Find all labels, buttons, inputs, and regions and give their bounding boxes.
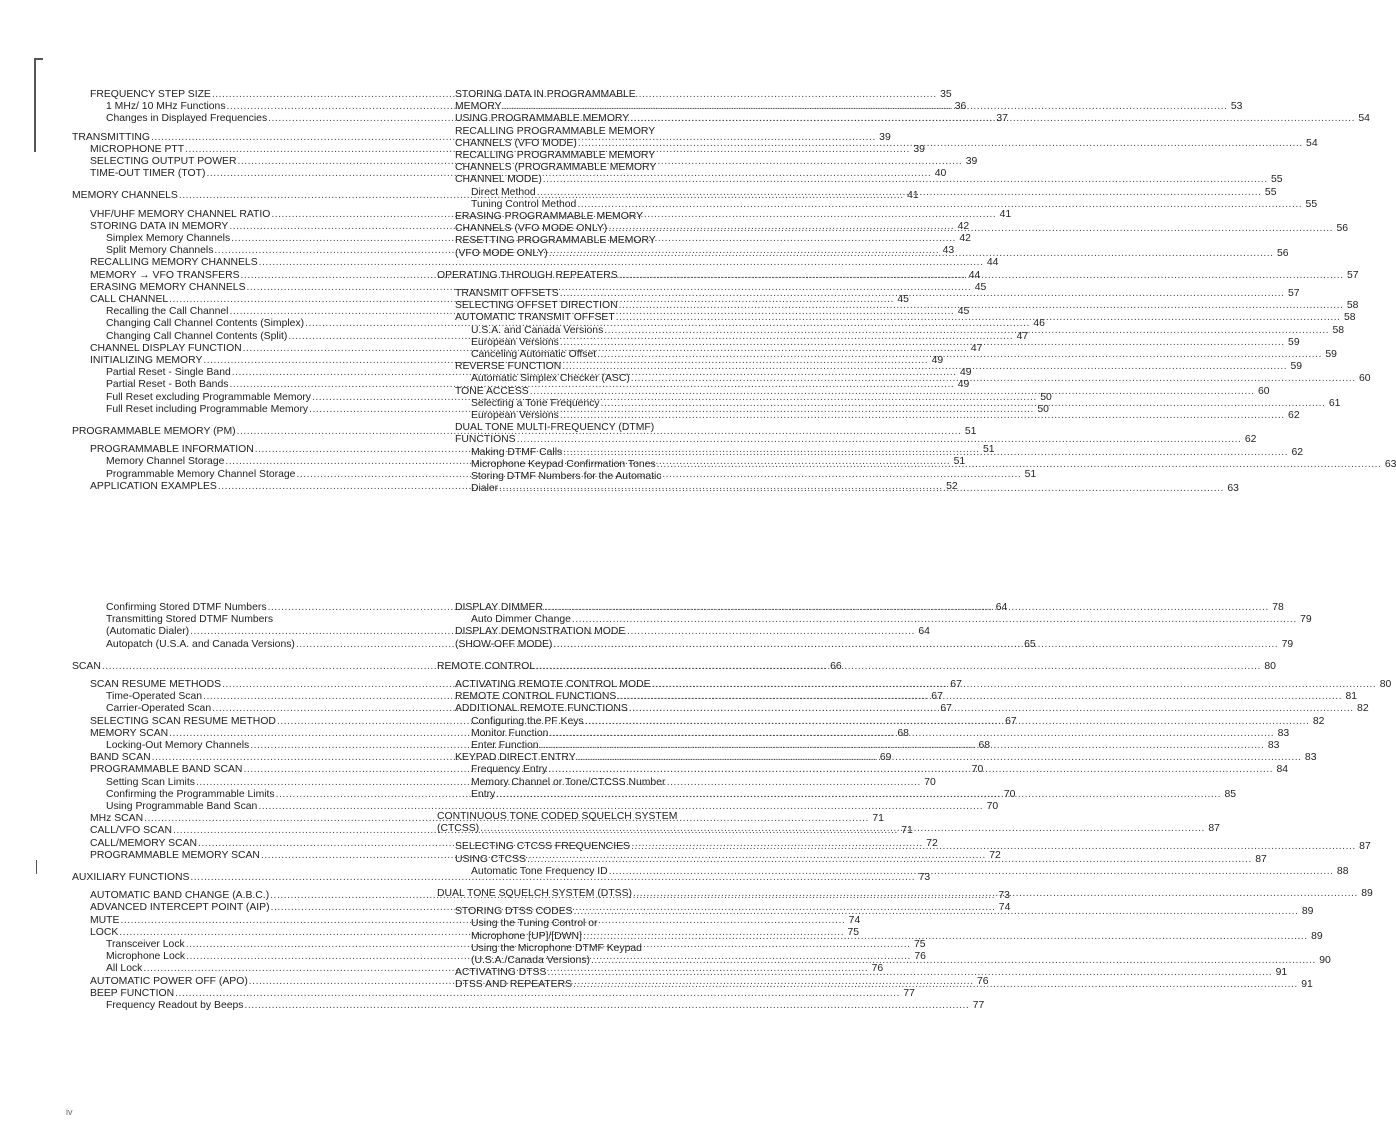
toc-entry-page: 45 <box>974 281 987 293</box>
dot-leader <box>574 906 1299 918</box>
toc-entry-title: SCAN RESUME METHODS <box>90 679 222 691</box>
toc-entry-page: 53 <box>1230 101 1243 113</box>
toc-entry-title: ACTIVATING DTSS <box>455 967 547 979</box>
toc-entry-title: Dialer <box>471 483 499 495</box>
dot-leader <box>619 300 1344 312</box>
toc-entry-group <box>437 410 1300 422</box>
toc-entry <box>106 801 999 813</box>
dot-leader <box>549 728 1274 740</box>
toc-entry-page: 64 <box>995 602 1008 613</box>
dot-leader <box>544 602 1269 614</box>
toc-entry-page: 74 <box>848 914 861 926</box>
toc-entry-page: 84 <box>1276 764 1289 776</box>
toc-entry-title: Autopatch (U.S.A. and Canada Versions) <box>106 638 295 650</box>
toc-entry-page: 73 <box>918 872 931 884</box>
toc-entry-page: 88 <box>1336 865 1349 877</box>
toc-entry-page: 39 <box>913 143 925 155</box>
toc-entry-page: 47 <box>1016 330 1029 342</box>
toc-entry-title: FREQUENCY STEP SIZE <box>90 89 211 100</box>
toc-entry-title: ACTIVATING REMOTE CONTROL MODE <box>455 679 651 691</box>
toc-entry-page: 57 <box>1287 288 1300 300</box>
dot-leader <box>597 349 1322 361</box>
dot-leader <box>503 101 1228 113</box>
dot-leader <box>652 679 1377 691</box>
dot-leader <box>536 661 1261 673</box>
toc-entry-title: Confirming Stored DTMF Numbers <box>106 602 267 613</box>
toc-entry-title: BAND SCAN <box>90 752 151 764</box>
toc-entry-page: 80 <box>1264 660 1276 672</box>
dot-leader <box>577 752 1302 764</box>
toc-entry-page: 82 <box>1357 703 1369 715</box>
dot-leader <box>619 270 1344 282</box>
toc-entry-title: Tuning Control Method <box>471 198 577 210</box>
toc-entry-page: 62 <box>1244 434 1257 446</box>
dot-leader <box>517 434 1242 446</box>
toc-entry-title-line: Using the Tuning Control or <box>471 918 598 930</box>
toc-entry-page: 85 <box>1224 788 1237 800</box>
toc-entry-page: 51 <box>1024 468 1037 480</box>
toc-entry-title: MEMORY CHANNELS <box>72 190 178 202</box>
toc-entry <box>471 410 1300 422</box>
toc-entry-title: Making DTMF Calls <box>471 446 563 458</box>
toc-entry-title-line: CONTINUOUS TONE CODED SQUELCH SYSTEM <box>437 811 678 823</box>
toc-entry-page: 36 <box>954 101 967 113</box>
toc-entry-title: ERASING MEMORY CHANNELS <box>90 281 246 293</box>
toc-entry-title: Split Memory Channels <box>106 245 214 257</box>
toc-entry-title: MUTE <box>90 914 120 926</box>
toc-entry-page: 59 <box>1290 361 1303 373</box>
toc-entry-page: 58 <box>1343 312 1356 324</box>
toc-entry-title: REMOTE CONTROL <box>437 660 536 672</box>
toc-entry-page: 56 <box>1276 247 1289 259</box>
toc-entry-page: 37 <box>996 113 1008 125</box>
toc-entry-title: Auto Dimmer Change <box>471 614 571 626</box>
toc-entry-title: BEEP FUNCTION <box>90 987 175 999</box>
toc-entry-page: 67 <box>940 703 952 715</box>
toc-entry-page: 83 <box>1277 727 1290 739</box>
toc-entry-title: Programmable Memory Channel Storage <box>106 468 296 480</box>
toc-entry-title: CHANNEL MODE) <box>455 174 542 186</box>
toc-entry-title: Changes in Displayed Frequencies <box>106 113 268 125</box>
dot-leader <box>562 361 1287 373</box>
toc-entry-page: 49 <box>931 355 944 367</box>
toc-entry-page: 54 <box>1358 113 1370 125</box>
toc-entry-page: 58 <box>1346 300 1359 312</box>
toc-entry-title: MEMORY SCAN <box>90 727 169 739</box>
toc-entry-title: PROGRAMMABLE INFORMATION <box>90 444 254 456</box>
dot-leader <box>601 398 1326 410</box>
dot-leader <box>496 789 1221 801</box>
toc-entry-title-line: Memory Channel or Tone/CTCSS Number <box>471 776 666 788</box>
toc-entry-page: 78 <box>1272 602 1284 613</box>
toc-entry-title: SELECTING CTCSS FREQUENCIES <box>455 841 630 853</box>
toc-entry-page: 67 <box>1005 715 1017 727</box>
toc-entry-group <box>72 872 931 884</box>
toc-entry-title: Changing Call Channel Contents (Simplex) <box>106 318 305 330</box>
toc-entry-page: 71 <box>901 825 913 837</box>
toc-entry-title: Canceling Automatic Offset <box>471 349 597 361</box>
toc-entry-page: 42 <box>957 220 970 232</box>
toc-entry-page: 41 <box>999 208 1012 220</box>
toc-entry-page: 61 <box>1328 397 1341 409</box>
toc-entry-title: REMOTE CONTROL FUNCTIONS <box>455 691 617 703</box>
dot-leader <box>553 639 1278 651</box>
toc-entry-title: KEYPAD DIRECT ENTRY <box>455 752 576 764</box>
toc-entry-page: 83 <box>1304 752 1317 764</box>
toc-entry-title: Microphone [UP]/[DWN] <box>471 930 582 942</box>
toc-entry-title: Locking-Out Memory Channels <box>106 740 250 752</box>
toc-entry-title-line: RESETTING PROGRAMMABLE MEMORY <box>455 235 656 247</box>
toc-entry-title-line: DUAL TONE MULTI-FREQUENCY (DTMF) <box>455 422 655 434</box>
toc-entry-title: STORING DTSS CODES <box>455 906 573 918</box>
toc-entry-title: (CTCSS) <box>437 823 480 835</box>
toc-entry-title: (SHOW-OFF MODE) <box>455 638 553 650</box>
dot-leader <box>549 248 1274 260</box>
toc-entry-page: 39 <box>965 156 978 168</box>
toc-entry-group <box>72 257 999 269</box>
toc-entry-title: CHANNEL DISPLAY FUNCTION <box>90 342 242 354</box>
toc-entry-page: 76 <box>871 963 884 975</box>
toc-entry-title: RECALLING MEMORY CHANNELS <box>90 257 258 269</box>
toc-entry-page: 45 <box>897 294 909 306</box>
toc-entry-page: 51 <box>953 456 966 468</box>
toc-entry-title: Recalling the Call Channel <box>106 306 229 318</box>
toc-entry-page: 73 <box>998 890 1010 902</box>
toc-entry-page: 49 <box>960 367 972 379</box>
toc-entry-title: All Lock <box>106 963 143 975</box>
dot-leader <box>577 199 1302 211</box>
toc-entry-title: DUAL TONE SQUELCH SYSTEM (DTSS) <box>437 888 632 900</box>
toc-entry-title: Direct Method <box>471 186 536 198</box>
dot-leader <box>633 888 1358 900</box>
toc-entry-page: 55 <box>1305 198 1318 210</box>
toc-entry-page: 35 <box>940 89 952 100</box>
toc-entry-title: European Versions <box>471 410 559 422</box>
toc-entry-title: CHANNELS (VFO MODE) <box>455 137 577 149</box>
binding-mark <box>36 860 37 874</box>
toc-entry-page: 44 <box>968 269 981 281</box>
toc-entry-title-line: RECALLING PROGRAMMABLE MEMORY <box>455 125 656 137</box>
dot-leader <box>585 716 1310 728</box>
toc-entry-title: ADDITIONAL REMOTE FUNCTIONS <box>455 703 628 715</box>
toc-entry <box>72 872 931 884</box>
toc-entry-page: 68 <box>897 727 909 739</box>
toc-entry-page: 75 <box>913 939 926 951</box>
toc-entry-page: 43 <box>942 245 955 257</box>
toc-entry-page: 45 <box>957 306 970 318</box>
toc-entry-title: APPLICATION EXAMPLES <box>90 480 217 492</box>
binding-mark <box>34 58 36 152</box>
toc-entry-page: 51 <box>964 426 977 438</box>
toc-entry-page: 79 <box>1300 614 1312 626</box>
toc-entry-title: Transceiver Lock <box>106 939 185 951</box>
toc-entry-title: European Versions <box>471 336 559 348</box>
toc-entry-title: CALL/MEMORY SCAN <box>90 837 198 849</box>
toc-entry-page: 49 <box>957 379 970 391</box>
toc-entry-title: MEMORY → VFO TRANSFERS <box>90 269 240 281</box>
toc-entry-title: Microphone Keypad Confirmation Tones <box>471 458 656 470</box>
dot-leader <box>609 866 1334 878</box>
toc-entry-title-line: DISPLAY DEMONSTRATION MODE <box>455 626 626 638</box>
toc-entry-page: 64 <box>918 626 930 638</box>
toc-entry-title: ADVANCED INTERCEPT POINT (AIP) <box>90 902 270 914</box>
toc-entry-title: SCAN <box>72 660 101 672</box>
toc-entry-title: AUXILIARY FUNCTIONS <box>72 872 190 884</box>
toc-entry-title-line: CHANNELS (PROGRAMMABLE MEMORY <box>455 162 657 174</box>
toc-entry-group <box>72 987 915 1000</box>
toc-entry-title: Microphone Lock <box>106 951 186 963</box>
toc-entry <box>90 257 999 269</box>
toc-entry-title: Partial Reset - Both Bands <box>106 379 229 391</box>
toc-entry-title: TRANSMITTING <box>72 131 150 143</box>
toc-entry-title: MICROPHONE PTT <box>90 143 185 155</box>
toc-entry-page: 83 <box>1267 740 1280 752</box>
dot-leader <box>631 841 1356 853</box>
toc-entry-page: 90 <box>1319 955 1331 967</box>
toc-entry-title: Time-Operated Scan <box>106 691 203 703</box>
toc-entry-page: 69 <box>879 752 892 764</box>
toc-entry-title: 1 MHz/ 10 MHz Functions <box>106 101 226 113</box>
toc-entry-title: AUTOMATIC TRANSMIT OFFSET <box>455 312 615 324</box>
toc-entry-page: 67 <box>931 691 943 703</box>
toc-entry-page: 87 <box>1359 841 1371 853</box>
toc-entry-title: STORING DATA IN MEMORY <box>90 220 229 232</box>
dot-leader <box>244 1000 969 1012</box>
toc-entry-page: 55 <box>1271 174 1283 186</box>
toc-entry-page: 70 <box>924 776 936 788</box>
toc-entry-title-line: RECALLING PROGRAMMABLE MEMORY <box>455 150 656 162</box>
dot-leader <box>630 113 1355 125</box>
dot-leader <box>657 459 1382 471</box>
toc-entry-page: 59 <box>1288 336 1300 348</box>
toc-entry-page: 41 <box>907 190 919 202</box>
dot-leader <box>591 955 1316 967</box>
toc-entry-title: TONE ACCESS <box>455 385 529 397</box>
toc-entry-title: INITIALIZING MEMORY <box>90 355 203 367</box>
toc-entry-group <box>72 801 999 813</box>
toc-entry-title: VHF/UHF MEMORY CHANNEL RATIO <box>90 208 271 220</box>
toc-entry-page: 77 <box>972 1000 985 1012</box>
toc-entry-title: Full Reset including Programmable Memory <box>106 403 309 415</box>
toc-entry-title: Frequency Entry <box>471 764 548 776</box>
toc-entry-page: 57 <box>1346 269 1359 281</box>
toc-entry-page: 89 <box>1301 906 1314 918</box>
toc-entry <box>106 1000 985 1012</box>
toc-entry-title: Configuring the PF Keys <box>471 715 584 727</box>
dot-leader <box>578 138 1303 150</box>
toc-entry-title: (Automatic Dialer) <box>106 626 190 638</box>
toc-entry-page: 60 <box>1359 373 1371 385</box>
toc-entry-title: AUTOMATIC BAND CHANGE (A.B.C.) <box>90 890 270 902</box>
toc-entry-page: 79 <box>1281 638 1294 650</box>
toc-entry-page: 70 <box>986 801 999 813</box>
dot-leader <box>631 373 1356 385</box>
dot-leader <box>617 691 1342 703</box>
dot-leader <box>572 614 1297 626</box>
toc-entry-page: 56 <box>1336 223 1349 235</box>
toc-entry-page: 46 <box>1033 318 1045 330</box>
toc-entry-title: Changing Call Channel Contents (Split) <box>106 330 288 342</box>
toc-entry-page: 62 <box>1291 446 1304 458</box>
toc-entry-page: 87 <box>1208 823 1220 835</box>
dot-leader <box>530 386 1255 398</box>
dot-leader <box>616 312 1341 324</box>
toc-entry-title: PROGRAMMABLE MEMORY SCAN <box>90 849 260 861</box>
toc-entry-page: 40 <box>934 168 947 180</box>
toc-entry-page: 50 <box>1040 391 1052 403</box>
toc-entry <box>471 198 1318 211</box>
toc-entry-page: 75 <box>847 926 860 938</box>
toc-entry-page: 87 <box>1255 853 1267 865</box>
toc-entry-group <box>437 614 1312 626</box>
toc-entry-title: Partial Reset - Single Band <box>106 367 231 379</box>
page-number: iv <box>66 1107 73 1117</box>
toc-entry-title: Using Programmable Band Scan <box>106 801 258 813</box>
dot-leader <box>548 764 1273 776</box>
toc-entry-group <box>72 1000 985 1012</box>
toc-entry-title: SELECTING OUTPUT POWER <box>90 156 237 168</box>
toc-entry-title: PROGRAMMABLE BAND SCAN <box>90 764 243 776</box>
toc-entry-page: 60 <box>1257 385 1270 397</box>
toc-entry-title: CHANNELS (VFO MODE ONLY) <box>455 223 608 235</box>
toc-entry-title: DTSS AND REPEATERS <box>455 979 573 991</box>
toc-entry-title: REVERSE FUNCTION <box>455 361 562 373</box>
toc-entry-page: 47 <box>970 342 983 354</box>
toc-entry-page: 68 <box>978 740 991 752</box>
toc-entry-title: TRANSMIT OFFSETS <box>455 288 559 300</box>
toc-entry-page: 44 <box>986 257 999 269</box>
binding-mark <box>34 58 43 60</box>
toc-entry-page: 65 <box>1024 638 1036 650</box>
toc-entry-page: 55 <box>1264 186 1277 198</box>
toc-entry <box>471 614 1312 626</box>
toc-entry-title: CALL/VFO SCAN <box>90 825 172 837</box>
toc-entry-page: 72 <box>926 837 938 849</box>
toc-entry-page: 58 <box>1332 324 1345 336</box>
toc-entry-page: 62 <box>1288 410 1300 422</box>
dot-leader <box>527 854 1252 866</box>
toc-entry-title: USING PROGRAMMABLE MEMORY <box>455 113 630 125</box>
dot-leader <box>537 187 1262 199</box>
toc-entry-page: 72 <box>989 849 1001 861</box>
dot-leader <box>540 740 1265 752</box>
toc-entry-title-line: ERASING PROGRAMMABLE MEMORY <box>455 211 644 223</box>
toc-entry-page: 63 <box>1384 458 1396 470</box>
toc-entry-page: 81 <box>1345 691 1358 703</box>
toc-entry-title: OPERATING THROUGH REPEATERS <box>437 269 618 281</box>
dot-leader <box>560 337 1285 349</box>
toc-entry-title: Automatic Simplex Checker (ASC) <box>471 373 630 385</box>
toc-entry-page: 66 <box>830 660 842 672</box>
toc-entry-title: Setting Scan Limits <box>106 776 195 788</box>
toc-entry-page: 51 <box>983 444 995 456</box>
toc-entry-title: (U.S.A./Canada Versions) <box>471 955 590 967</box>
toc-entry-title: Entry <box>471 788 496 800</box>
toc-entry-page: 71 <box>872 813 884 825</box>
toc-entry-page: 74 <box>998 902 1011 914</box>
toc-entry <box>90 987 915 1000</box>
dot-leader <box>563 447 1288 459</box>
toc-entry-page: 63 <box>1227 483 1239 495</box>
toc-entry-page: 70 <box>1003 788 1016 800</box>
toc-entry-title-line: STORING DATA IN PROGRAMMABLE <box>455 89 636 100</box>
toc-entry-page: 89 <box>1311 930 1323 942</box>
dot-leader <box>583 931 1308 943</box>
toc-entry-page: 91 <box>1301 979 1313 991</box>
dot-leader <box>480 823 1205 835</box>
dot-leader <box>573 979 1298 991</box>
dot-leader <box>604 325 1329 337</box>
toc-entry-title: Confirming the Programmable Limits <box>106 788 275 800</box>
toc-entry-page: 50 <box>1037 403 1049 415</box>
toc-entry-title: LOCK <box>90 926 119 938</box>
toc-entry-title: Monitor Function <box>471 727 549 739</box>
toc-entry-title: USING CTCSS <box>455 853 527 865</box>
toc-entry-title: SELECTING OFFSET DIRECTION <box>455 300 618 312</box>
toc-entry-title: (VFO MODE ONLY) <box>455 247 548 259</box>
toc-entry-title: Selecting a Tone Frequency <box>471 397 600 409</box>
toc-entry-title-line: Using the Microphone DTMF Keypad <box>471 942 642 954</box>
toc-entry-page: 76 <box>977 975 989 987</box>
toc-entry-title: Enter Function <box>471 740 539 752</box>
toc-entry-page: 82 <box>1312 715 1325 727</box>
dot-leader <box>608 220 1333 235</box>
dot-leader <box>499 480 1224 495</box>
toc-entry-title: SELECTING SCAN RESUME METHOD <box>90 715 276 727</box>
toc-entry-group <box>437 198 1318 211</box>
toc-entry-title: Automatic Tone Frequency ID <box>471 865 608 877</box>
dot-leader <box>560 288 1285 300</box>
toc-entry-page: 89 <box>1361 888 1373 900</box>
toc-entry-title: AUTOMATIC POWER OFF (APO) <box>90 975 248 987</box>
toc-entry-title: PROGRAMMABLE MEMORY (PM) <box>72 426 236 438</box>
toc-entry-title: TIME-OUT TIMER (TOT) <box>90 168 206 180</box>
toc-entry-title: Carrier-Operated Scan <box>106 703 212 715</box>
toc-entry-page: 42 <box>959 233 971 245</box>
toc-entry-page: 91 <box>1275 967 1288 979</box>
toc-entry-title: DISPLAY DIMMER <box>455 602 543 613</box>
toc-entry-page: 54 <box>1306 137 1318 149</box>
toc-entry-title: CALL CHANNEL <box>90 294 169 306</box>
toc-entry-title: U.S.A. and Canada Versions <box>471 324 604 336</box>
toc-entry-title: FUNCTIONS <box>455 434 516 446</box>
toc-entry-title: MEMORY <box>455 101 502 113</box>
toc-entry-page: 39 <box>879 131 891 143</box>
toc-entry-title: Full Reset excluding Programmable Memory <box>106 391 312 403</box>
dot-leader <box>629 703 1354 715</box>
dot-leader <box>560 410 1285 422</box>
toc-entry-page: 67 <box>950 679 962 691</box>
toc-entry-title: Simplex Memory Channels <box>106 233 231 245</box>
toc-entry-page: 76 <box>914 951 926 963</box>
toc-entry-page: 59 <box>1325 349 1337 361</box>
toc-entry-title: Memory Channel Storage <box>106 456 225 468</box>
toc-entry-title: MHz SCAN <box>90 813 144 825</box>
toc-entry-title: Frequency Readout by Beeps <box>106 1000 244 1012</box>
toc-entry <box>455 434 1257 446</box>
dot-leader <box>547 967 1272 979</box>
toc-entry-page: 70 <box>971 764 984 776</box>
toc-entry-page: 77 <box>903 987 915 999</box>
toc-entry-title-line: Transmitting Stored DTMF Numbers <box>106 614 274 626</box>
dot-leader <box>543 174 1268 186</box>
toc-entry-page: 52 <box>946 480 958 492</box>
toc-entry-page: 80 <box>1379 679 1392 691</box>
toc-entry-title-line: Storing DTMF Numbers for the Automatic <box>471 471 662 483</box>
